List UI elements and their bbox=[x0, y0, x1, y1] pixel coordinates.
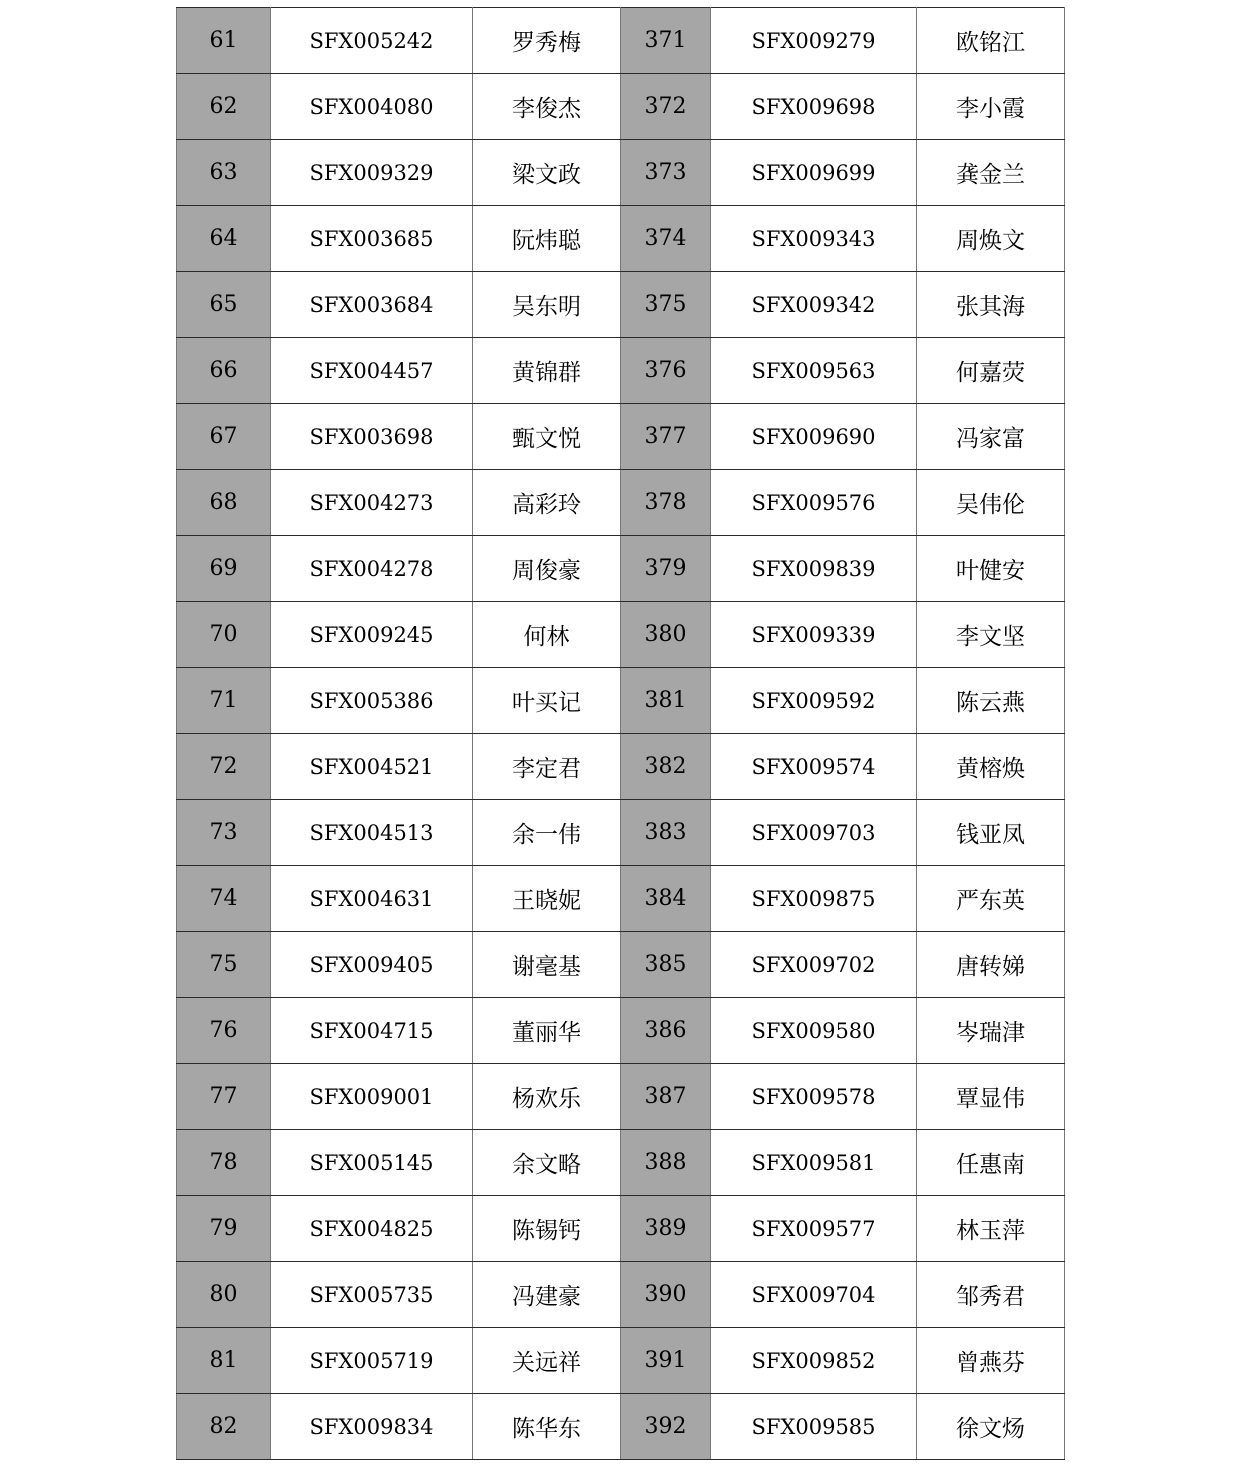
member-id-left: SFX005386 bbox=[271, 668, 473, 734]
member-id-left: SFX004521 bbox=[271, 734, 473, 800]
member-name-left: 吴东明 bbox=[473, 272, 621, 338]
row-number-right: 385 bbox=[621, 932, 711, 998]
row-number-right: 390 bbox=[621, 1262, 711, 1328]
member-id-right: SFX009342 bbox=[711, 272, 917, 338]
member-id-left: SFX009245 bbox=[271, 602, 473, 668]
table-row bbox=[177, 1130, 1065, 1196]
row-number-right: 382 bbox=[621, 734, 711, 800]
member-id-left: SFX004278 bbox=[271, 536, 473, 602]
member-name-right: 严东英 bbox=[917, 866, 1065, 932]
member-name-left: 陈华东 bbox=[473, 1394, 621, 1460]
member-name-left: 高彩玲 bbox=[473, 470, 621, 536]
member-name-right: 徐文炀 bbox=[917, 1394, 1065, 1460]
table-row bbox=[177, 800, 1065, 866]
member-id-left: SFX009405 bbox=[271, 932, 473, 998]
table-row bbox=[177, 74, 1065, 140]
member-name-left: 何林 bbox=[473, 602, 621, 668]
member-name-left: 罗秀梅 bbox=[473, 8, 621, 74]
row-number-right: 389 bbox=[621, 1196, 711, 1262]
member-name-right: 岑瑞津 bbox=[917, 998, 1065, 1064]
table-row bbox=[177, 1064, 1065, 1130]
document-page bbox=[176, 7, 1065, 1460]
row-number-left: 73 bbox=[177, 800, 271, 866]
member-id-right: SFX009690 bbox=[711, 404, 917, 470]
row-number-left: 79 bbox=[177, 1196, 271, 1262]
member-id-left: SFX003698 bbox=[271, 404, 473, 470]
member-id-right: SFX009339 bbox=[711, 602, 917, 668]
member-name-right: 何嘉荧 bbox=[917, 338, 1065, 404]
member-name-left: 余文略 bbox=[473, 1130, 621, 1196]
member-name-left: 王晓妮 bbox=[473, 866, 621, 932]
member-name-right: 林玉萍 bbox=[917, 1196, 1065, 1262]
member-id-right: SFX009592 bbox=[711, 668, 917, 734]
table-row bbox=[177, 206, 1065, 272]
member-name-left: 李定君 bbox=[473, 734, 621, 800]
row-number-left: 81 bbox=[177, 1328, 271, 1394]
member-id-right: SFX009563 bbox=[711, 338, 917, 404]
row-number-left: 66 bbox=[177, 338, 271, 404]
row-number-right: 386 bbox=[621, 998, 711, 1064]
row-number-left: 64 bbox=[177, 206, 271, 272]
member-id-left: SFX005242 bbox=[271, 8, 473, 74]
row-number-right: 372 bbox=[621, 74, 711, 140]
row-number-right: 379 bbox=[621, 536, 711, 602]
member-id-right: SFX009698 bbox=[711, 74, 917, 140]
member-id-right: SFX009852 bbox=[711, 1328, 917, 1394]
member-id-left: SFX009001 bbox=[271, 1064, 473, 1130]
table-row bbox=[177, 272, 1065, 338]
member-name-right: 邹秀君 bbox=[917, 1262, 1065, 1328]
row-number-left: 68 bbox=[177, 470, 271, 536]
member-id-right: SFX009703 bbox=[711, 800, 917, 866]
row-number-right: 371 bbox=[621, 8, 711, 74]
member-id-right: SFX009279 bbox=[711, 8, 917, 74]
table-row bbox=[177, 602, 1065, 668]
member-id-right: SFX009704 bbox=[711, 1262, 917, 1328]
member-name-left: 余一伟 bbox=[473, 800, 621, 866]
row-number-left: 72 bbox=[177, 734, 271, 800]
row-number-left: 75 bbox=[177, 932, 271, 998]
member-id-left: SFX004513 bbox=[271, 800, 473, 866]
row-number-right: 381 bbox=[621, 668, 711, 734]
row-number-left: 65 bbox=[177, 272, 271, 338]
member-name-right: 钱亚凤 bbox=[917, 800, 1065, 866]
member-id-right: SFX009574 bbox=[711, 734, 917, 800]
member-id-left: SFX004715 bbox=[271, 998, 473, 1064]
row-number-right: 384 bbox=[621, 866, 711, 932]
row-number-right: 380 bbox=[621, 602, 711, 668]
table-row bbox=[177, 1394, 1065, 1460]
member-name-right: 龚金兰 bbox=[917, 140, 1065, 206]
row-number-left: 69 bbox=[177, 536, 271, 602]
member-name-left: 甄文悦 bbox=[473, 404, 621, 470]
member-name-right: 李文坚 bbox=[917, 602, 1065, 668]
member-name-left: 李俊杰 bbox=[473, 74, 621, 140]
member-id-right: SFX009577 bbox=[711, 1196, 917, 1262]
table-row bbox=[177, 734, 1065, 800]
row-number-right: 373 bbox=[621, 140, 711, 206]
member-name-right: 叶健安 bbox=[917, 536, 1065, 602]
table-row bbox=[177, 536, 1065, 602]
row-number-left: 82 bbox=[177, 1394, 271, 1460]
member-id-left: SFX005735 bbox=[271, 1262, 473, 1328]
member-id-left: SFX004825 bbox=[271, 1196, 473, 1262]
row-number-right: 387 bbox=[621, 1064, 711, 1130]
row-number-left: 70 bbox=[177, 602, 271, 668]
member-name-left: 关远祥 bbox=[473, 1328, 621, 1394]
table-row bbox=[177, 668, 1065, 734]
roster-table-body bbox=[177, 8, 1065, 1460]
table-row bbox=[177, 470, 1065, 536]
member-id-left: SFX004273 bbox=[271, 470, 473, 536]
member-name-left: 叶买记 bbox=[473, 668, 621, 734]
member-name-left: 陈锡钙 bbox=[473, 1196, 621, 1262]
row-number-left: 78 bbox=[177, 1130, 271, 1196]
member-id-left: SFX003684 bbox=[271, 272, 473, 338]
member-name-right: 冯家富 bbox=[917, 404, 1065, 470]
member-name-right: 周焕文 bbox=[917, 206, 1065, 272]
row-number-right: 392 bbox=[621, 1394, 711, 1460]
row-number-left: 71 bbox=[177, 668, 271, 734]
table-row bbox=[177, 1262, 1065, 1328]
member-id-left: SFX004080 bbox=[271, 74, 473, 140]
member-id-left: SFX004631 bbox=[271, 866, 473, 932]
table-row bbox=[177, 338, 1065, 404]
roster-table bbox=[176, 7, 1065, 1460]
row-number-right: 374 bbox=[621, 206, 711, 272]
row-number-left: 74 bbox=[177, 866, 271, 932]
member-id-left: SFX009834 bbox=[271, 1394, 473, 1460]
table-row bbox=[177, 998, 1065, 1064]
row-number-right: 383 bbox=[621, 800, 711, 866]
member-name-right: 张其海 bbox=[917, 272, 1065, 338]
member-name-left: 董丽华 bbox=[473, 998, 621, 1064]
member-id-left: SFX004457 bbox=[271, 338, 473, 404]
member-name-right: 吴伟伦 bbox=[917, 470, 1065, 536]
member-name-left: 周俊豪 bbox=[473, 536, 621, 602]
row-number-left: 80 bbox=[177, 1262, 271, 1328]
member-name-right: 任惠南 bbox=[917, 1130, 1065, 1196]
member-name-left: 梁文政 bbox=[473, 140, 621, 206]
member-id-right: SFX009580 bbox=[711, 998, 917, 1064]
member-name-right: 陈云燕 bbox=[917, 668, 1065, 734]
row-number-right: 391 bbox=[621, 1328, 711, 1394]
member-name-right: 唐转娣 bbox=[917, 932, 1065, 998]
member-id-right: SFX009576 bbox=[711, 470, 917, 536]
member-id-right: SFX009585 bbox=[711, 1394, 917, 1460]
member-name-left: 杨欢乐 bbox=[473, 1064, 621, 1130]
member-name-left: 谢毫基 bbox=[473, 932, 621, 998]
row-number-left: 62 bbox=[177, 74, 271, 140]
row-number-right: 388 bbox=[621, 1130, 711, 1196]
row-number-right: 376 bbox=[621, 338, 711, 404]
member-id-right: SFX009702 bbox=[711, 932, 917, 998]
table-row bbox=[177, 932, 1065, 998]
row-number-right: 375 bbox=[621, 272, 711, 338]
row-number-right: 377 bbox=[621, 404, 711, 470]
member-name-right: 黄榕焕 bbox=[917, 734, 1065, 800]
member-id-right: SFX009343 bbox=[711, 206, 917, 272]
table-row bbox=[177, 1328, 1065, 1394]
row-number-left: 67 bbox=[177, 404, 271, 470]
table-row bbox=[177, 140, 1065, 206]
member-name-left: 阮炜聪 bbox=[473, 206, 621, 272]
table-row bbox=[177, 1196, 1065, 1262]
member-name-left: 冯建豪 bbox=[473, 1262, 621, 1328]
row-number-left: 76 bbox=[177, 998, 271, 1064]
member-name-right: 欧铭江 bbox=[917, 8, 1065, 74]
row-number-left: 63 bbox=[177, 140, 271, 206]
table-row bbox=[177, 866, 1065, 932]
table-row bbox=[177, 8, 1065, 74]
member-id-right: SFX009839 bbox=[711, 536, 917, 602]
member-name-right: 李小霞 bbox=[917, 74, 1065, 140]
row-number-left: 77 bbox=[177, 1064, 271, 1130]
member-id-right: SFX009581 bbox=[711, 1130, 917, 1196]
member-name-right: 覃显伟 bbox=[917, 1064, 1065, 1130]
member-name-left: 黄锦群 bbox=[473, 338, 621, 404]
member-id-left: SFX005719 bbox=[271, 1328, 473, 1394]
row-number-right: 378 bbox=[621, 470, 711, 536]
member-id-left: SFX009329 bbox=[271, 140, 473, 206]
member-id-left: SFX005145 bbox=[271, 1130, 473, 1196]
row-number-left: 61 bbox=[177, 8, 271, 74]
table-row bbox=[177, 404, 1065, 470]
member-id-right: SFX009578 bbox=[711, 1064, 917, 1130]
member-id-right: SFX009699 bbox=[711, 140, 917, 206]
member-id-left: SFX003685 bbox=[271, 206, 473, 272]
member-id-right: SFX009875 bbox=[711, 866, 917, 932]
member-name-right: 曾燕芬 bbox=[917, 1328, 1065, 1394]
